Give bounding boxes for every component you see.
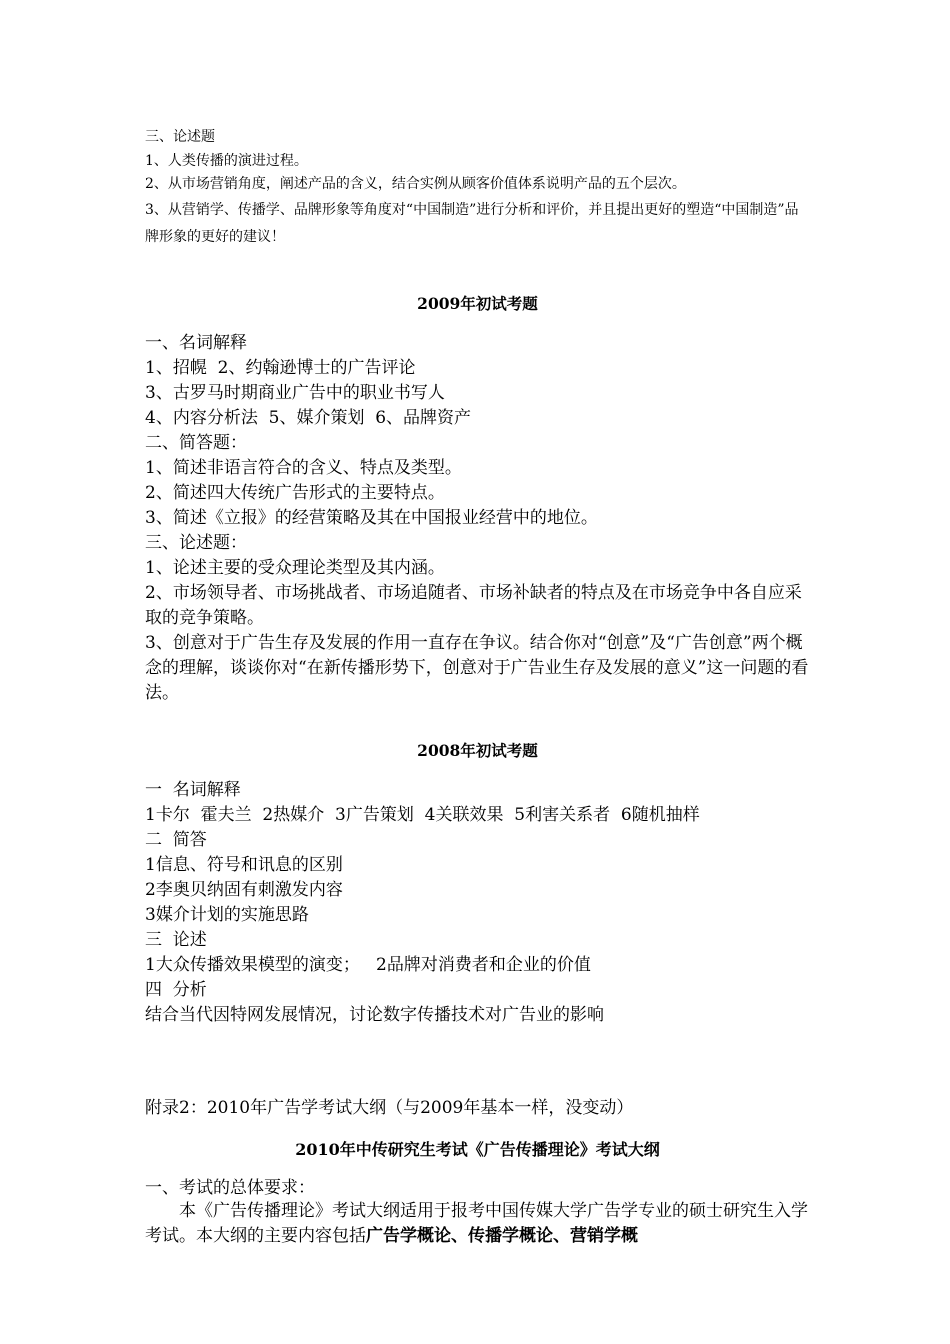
list-item: 2、简述四大传统广告形式的主要特点。 xyxy=(145,483,445,503)
exam-2008-title: 2008年初试考题 xyxy=(417,740,538,760)
list-item: 1、论述主要的受众理论类型及其内涵。 xyxy=(145,558,445,578)
exam-2009-title: 2009年初试考题 xyxy=(417,293,538,313)
list-item: 1大众传播效果模型的演变； 2品牌对消费者和企业的价值 xyxy=(145,955,591,975)
section-heading: 一、考试的总体要求： xyxy=(145,1178,315,1198)
list-item: 2、从市场营销角度，阐述产品的含义，结合实例从顾客价值体系说明产品的五个层次。 xyxy=(145,176,686,192)
list-item: 1信息、符号和讯息的区别 xyxy=(145,855,343,875)
section-heading: 一 名词解释 xyxy=(145,780,241,800)
list-item: 3、简述《立报》的经营策略及其在中国报业经营中的地位。 xyxy=(145,508,598,528)
paragraph-bold-text: 广告学概论、传播学概论、营销学概 xyxy=(366,1226,638,1246)
list-item: 1、招幌 2、约翰逊博士的广告评论 xyxy=(145,358,416,378)
section-heading: 二 简答 xyxy=(145,830,207,850)
appendix-title: 2010年中传研究生考试《广告传播理论》考试大纲 xyxy=(295,1140,660,1159)
section-heading: 二、简答题： xyxy=(145,433,247,453)
list-item: 3、古罗马时期商业广告中的职业书写人 xyxy=(145,383,445,403)
list-item: 3、创意对于广告生存及发展的作用一直存在争议。结合你对“创意”及“广告创意”两个概念的理解，谈谈你对“在新传播形势下，创意对于广告业生存及发展的意义”这一问题的看法。 xyxy=(145,633,809,703)
paragraph-text: 本《广告传播理论》考试大纲适用于报考中国传媒大学广告学专业的硕士研究生入学考试。本大纲的主要内容包括 xyxy=(145,1201,808,1246)
list-item: 2、市场领导者、市场挑战者、市场追随者、市场补缺者的特点及在市场竞争中各自应采取的竞争策略。 xyxy=(145,583,802,628)
list-item: 2李奥贝纳固有刺激发内容 xyxy=(145,880,343,900)
exam-2008-section xyxy=(145,722,810,1028)
exam-2009-section xyxy=(145,275,810,706)
section-heading: 三、论述题： xyxy=(145,533,247,553)
section-heading: 四 分析 xyxy=(145,980,207,1000)
list-item: 结合当代因特网发展情况，讨论数字传播技术对广告业的影响 xyxy=(145,1005,604,1025)
list-item: 3媒介计划的实施思路 xyxy=(145,905,309,925)
section-heading: 一、名词解释 xyxy=(145,333,247,353)
list-item: 1、人类传播的演进过程。 xyxy=(145,152,308,169)
section-heading: 三、论述题 xyxy=(145,129,215,145)
list-item: 3、从营销学、传播学、品牌形象等角度对“中国制造”进行分析和评价，并且提出更好的塑造“中国制造”品牌形象的更好的建议！ xyxy=(145,201,799,245)
section-top xyxy=(145,126,810,251)
appendix-note: 附录2：2010年广告学考试大纲（与2009年基本一样，没变动） xyxy=(145,1098,634,1118)
list-item: 1卡尔 霍夫兰 2热媒介 3广告策划 4关联效果 5利害关系者 6随机抽样 xyxy=(145,805,700,825)
list-item: 1、简述非语言符合的含义、特点及类型。 xyxy=(145,458,462,478)
appendix-section xyxy=(145,1096,810,1249)
appendix-paragraph xyxy=(145,1199,810,1249)
section-heading: 三 论述 xyxy=(145,930,207,950)
list-item: 4、内容分析法 5、媒介策划 6、品牌资产 xyxy=(145,408,472,428)
